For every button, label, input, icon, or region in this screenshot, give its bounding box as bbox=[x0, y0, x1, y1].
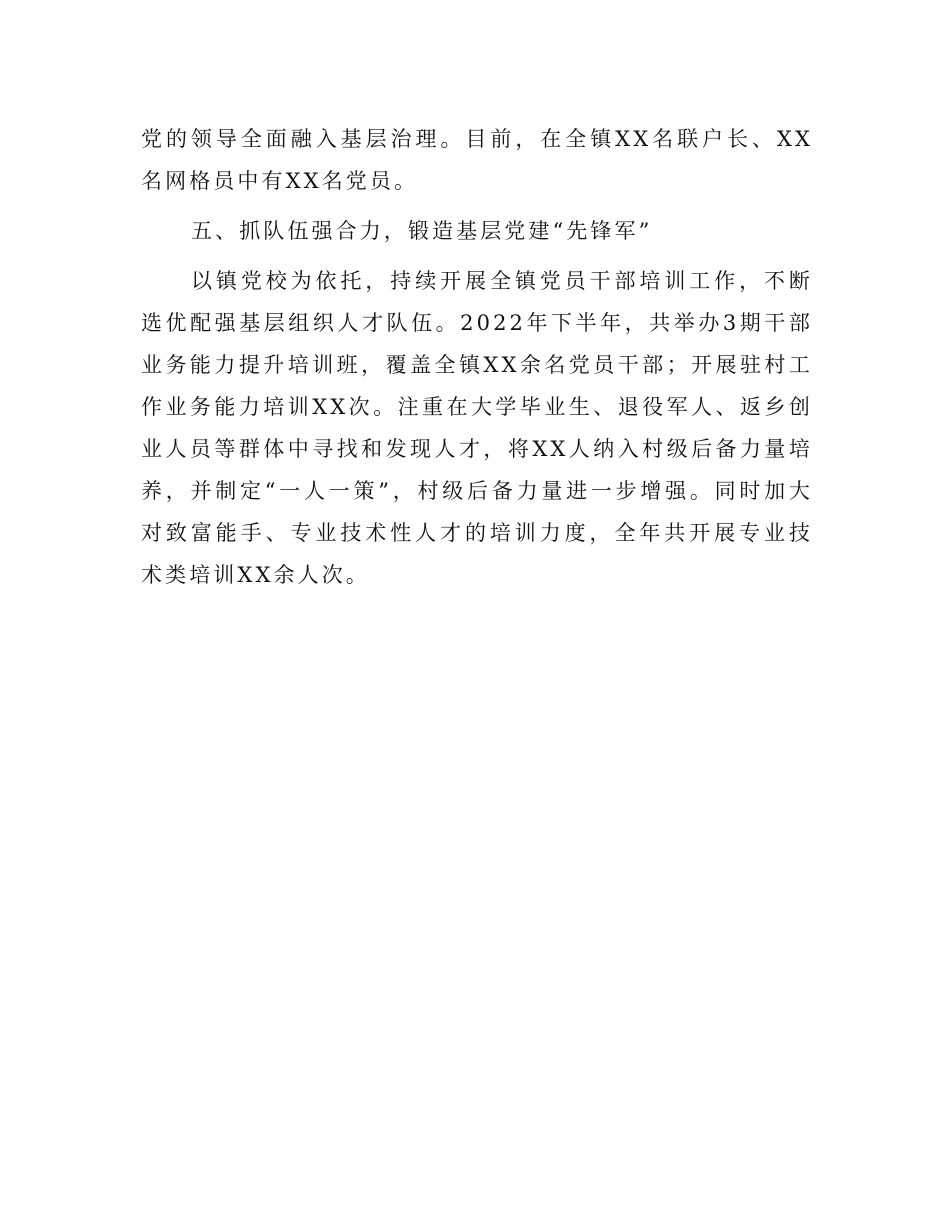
document-body bbox=[141, 118, 813, 596]
body-paragraph-continuation: 党的领导全面融入基层治理。目前，在全镇XX名联户长、XX名网格员中有XX名党员。 bbox=[141, 127, 813, 193]
section-heading-five: 五、抓队伍强合力，锻造基层党建“先锋军” bbox=[191, 219, 653, 243]
body-paragraph-training: 以镇党校为依托，持续开展全镇党员干部培训工作，不断选优配强基层组织人才队伍。2022年下半年，共举办3期干部业务能力提升培训班，覆盖全镇XX余名党员干部；开展驻村工作业务能力培训XX次。注重在大学毕业生、退役军人、返乡创业人员等群体中寻找和发现人才，将XX人纳入村级后备力量培养，并制定“一人一策”，村级后备力量进一步增强。同时加大对致富能手、专业技术性人才的培训力度，全年共开展专业技术类培训XX余人次。 bbox=[141, 269, 813, 587]
